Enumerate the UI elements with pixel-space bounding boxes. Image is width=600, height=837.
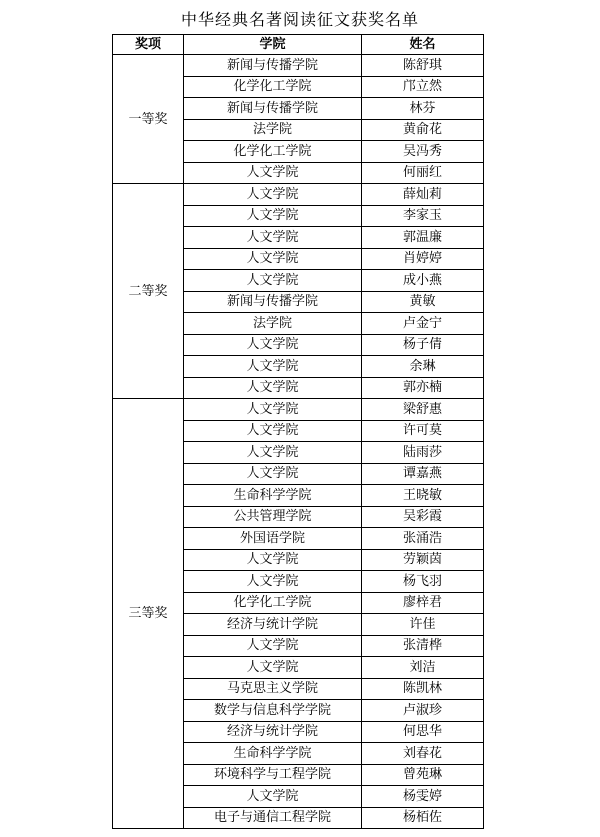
college-cell: 新闻与传播学院	[184, 98, 362, 120]
college-cell: 人文学院	[184, 227, 362, 249]
student-name-cell: 许佳	[362, 614, 484, 636]
student-name-cell: 林芬	[362, 98, 484, 120]
table-body	[113, 55, 484, 829]
college-cell: 公共管理学院	[184, 506, 362, 528]
student-name-cell: 陈舒琪	[362, 55, 484, 77]
college-cell: 人文学院	[184, 657, 362, 679]
college-cell: 生命科学学院	[184, 485, 362, 507]
table-row	[113, 55, 484, 77]
award-level-cell: 三等奖	[113, 399, 184, 829]
student-name-cell: 何思华	[362, 721, 484, 743]
student-name-cell: 谭嘉燕	[362, 463, 484, 485]
student-name-cell: 陈凯林	[362, 678, 484, 700]
college-cell: 人文学院	[184, 549, 362, 571]
header-name: 姓名	[362, 35, 484, 55]
college-cell: 经济与统计学院	[184, 614, 362, 636]
college-cell: 新闻与传播学院	[184, 291, 362, 313]
college-cell: 外国语学院	[184, 528, 362, 550]
college-cell: 人文学院	[184, 248, 362, 270]
college-cell: 人文学院	[184, 786, 362, 808]
college-cell: 人文学院	[184, 377, 362, 399]
student-name-cell: 郭温廉	[362, 227, 484, 249]
student-name-cell: 刘春花	[362, 743, 484, 765]
header-level: 奖项	[113, 35, 184, 55]
student-name-cell: 张清桦	[362, 635, 484, 657]
header-college: 学院	[184, 35, 362, 55]
table-row	[113, 184, 484, 206]
student-name-cell: 廖梓君	[362, 592, 484, 614]
college-cell: 环境科学与工程学院	[184, 764, 362, 786]
college-cell: 人文学院	[184, 442, 362, 464]
award-table	[112, 34, 484, 829]
college-cell: 法学院	[184, 119, 362, 141]
college-cell: 人文学院	[184, 162, 362, 184]
college-cell: 化学化工学院	[184, 141, 362, 163]
student-name-cell: 杨雯婷	[362, 786, 484, 808]
college-cell: 法学院	[184, 313, 362, 335]
college-cell: 人文学院	[184, 463, 362, 485]
student-name-cell: 王晓敏	[362, 485, 484, 507]
student-name-cell: 肖婷婷	[362, 248, 484, 270]
student-name-cell: 刘洁	[362, 657, 484, 679]
student-name-cell: 劳颖茵	[362, 549, 484, 571]
student-name-cell: 张涌浩	[362, 528, 484, 550]
student-name-cell: 卢金宁	[362, 313, 484, 335]
student-name-cell: 李家玉	[362, 205, 484, 227]
college-cell: 数学与信息科学学院	[184, 700, 362, 722]
student-name-cell: 黄敏	[362, 291, 484, 313]
college-cell: 人文学院	[184, 399, 362, 421]
college-cell: 人文学院	[184, 635, 362, 657]
table-row	[113, 399, 484, 421]
college-cell: 化学化工学院	[184, 76, 362, 98]
student-name-cell: 曾苑琳	[362, 764, 484, 786]
award-level-cell: 二等奖	[113, 184, 184, 399]
student-name-cell: 薛灿莉	[362, 184, 484, 206]
college-cell: 人文学院	[184, 334, 362, 356]
student-name-cell: 杨子倩	[362, 334, 484, 356]
student-name-cell: 梁舒惠	[362, 399, 484, 421]
student-name-cell: 杨栢佐	[362, 807, 484, 829]
college-cell: 新闻与传播学院	[184, 55, 362, 77]
student-name-cell: 黄俞花	[362, 119, 484, 141]
student-name-cell: 余琳	[362, 356, 484, 378]
student-name-cell: 吴冯秀	[362, 141, 484, 163]
college-cell: 化学化工学院	[184, 592, 362, 614]
college-cell: 人文学院	[184, 571, 362, 593]
header-row	[113, 35, 484, 55]
student-name-cell: 郭亦楠	[362, 377, 484, 399]
college-cell: 人文学院	[184, 356, 362, 378]
student-name-cell: 杨飞羽	[362, 571, 484, 593]
college-cell: 人文学院	[184, 270, 362, 292]
college-cell: 经济与统计学院	[184, 721, 362, 743]
college-cell: 电子与通信工程学院	[184, 807, 362, 829]
college-cell: 人文学院	[184, 420, 362, 442]
college-cell: 生命科学学院	[184, 743, 362, 765]
college-cell: 人文学院	[184, 184, 362, 206]
student-name-cell: 吴彩霞	[362, 506, 484, 528]
student-name-cell: 陆雨莎	[362, 442, 484, 464]
college-cell: 人文学院	[184, 205, 362, 227]
student-name-cell: 成小燕	[362, 270, 484, 292]
page-title: 中华经典名著阅读征文获奖名单	[180, 10, 419, 29]
college-cell: 马克思主义学院	[184, 678, 362, 700]
student-name-cell: 邝立然	[362, 76, 484, 98]
student-name-cell: 许可莫	[362, 420, 484, 442]
student-name-cell: 卢淑珍	[362, 700, 484, 722]
student-name-cell: 何丽红	[362, 162, 484, 184]
award-level-cell: 一等奖	[113, 55, 184, 184]
